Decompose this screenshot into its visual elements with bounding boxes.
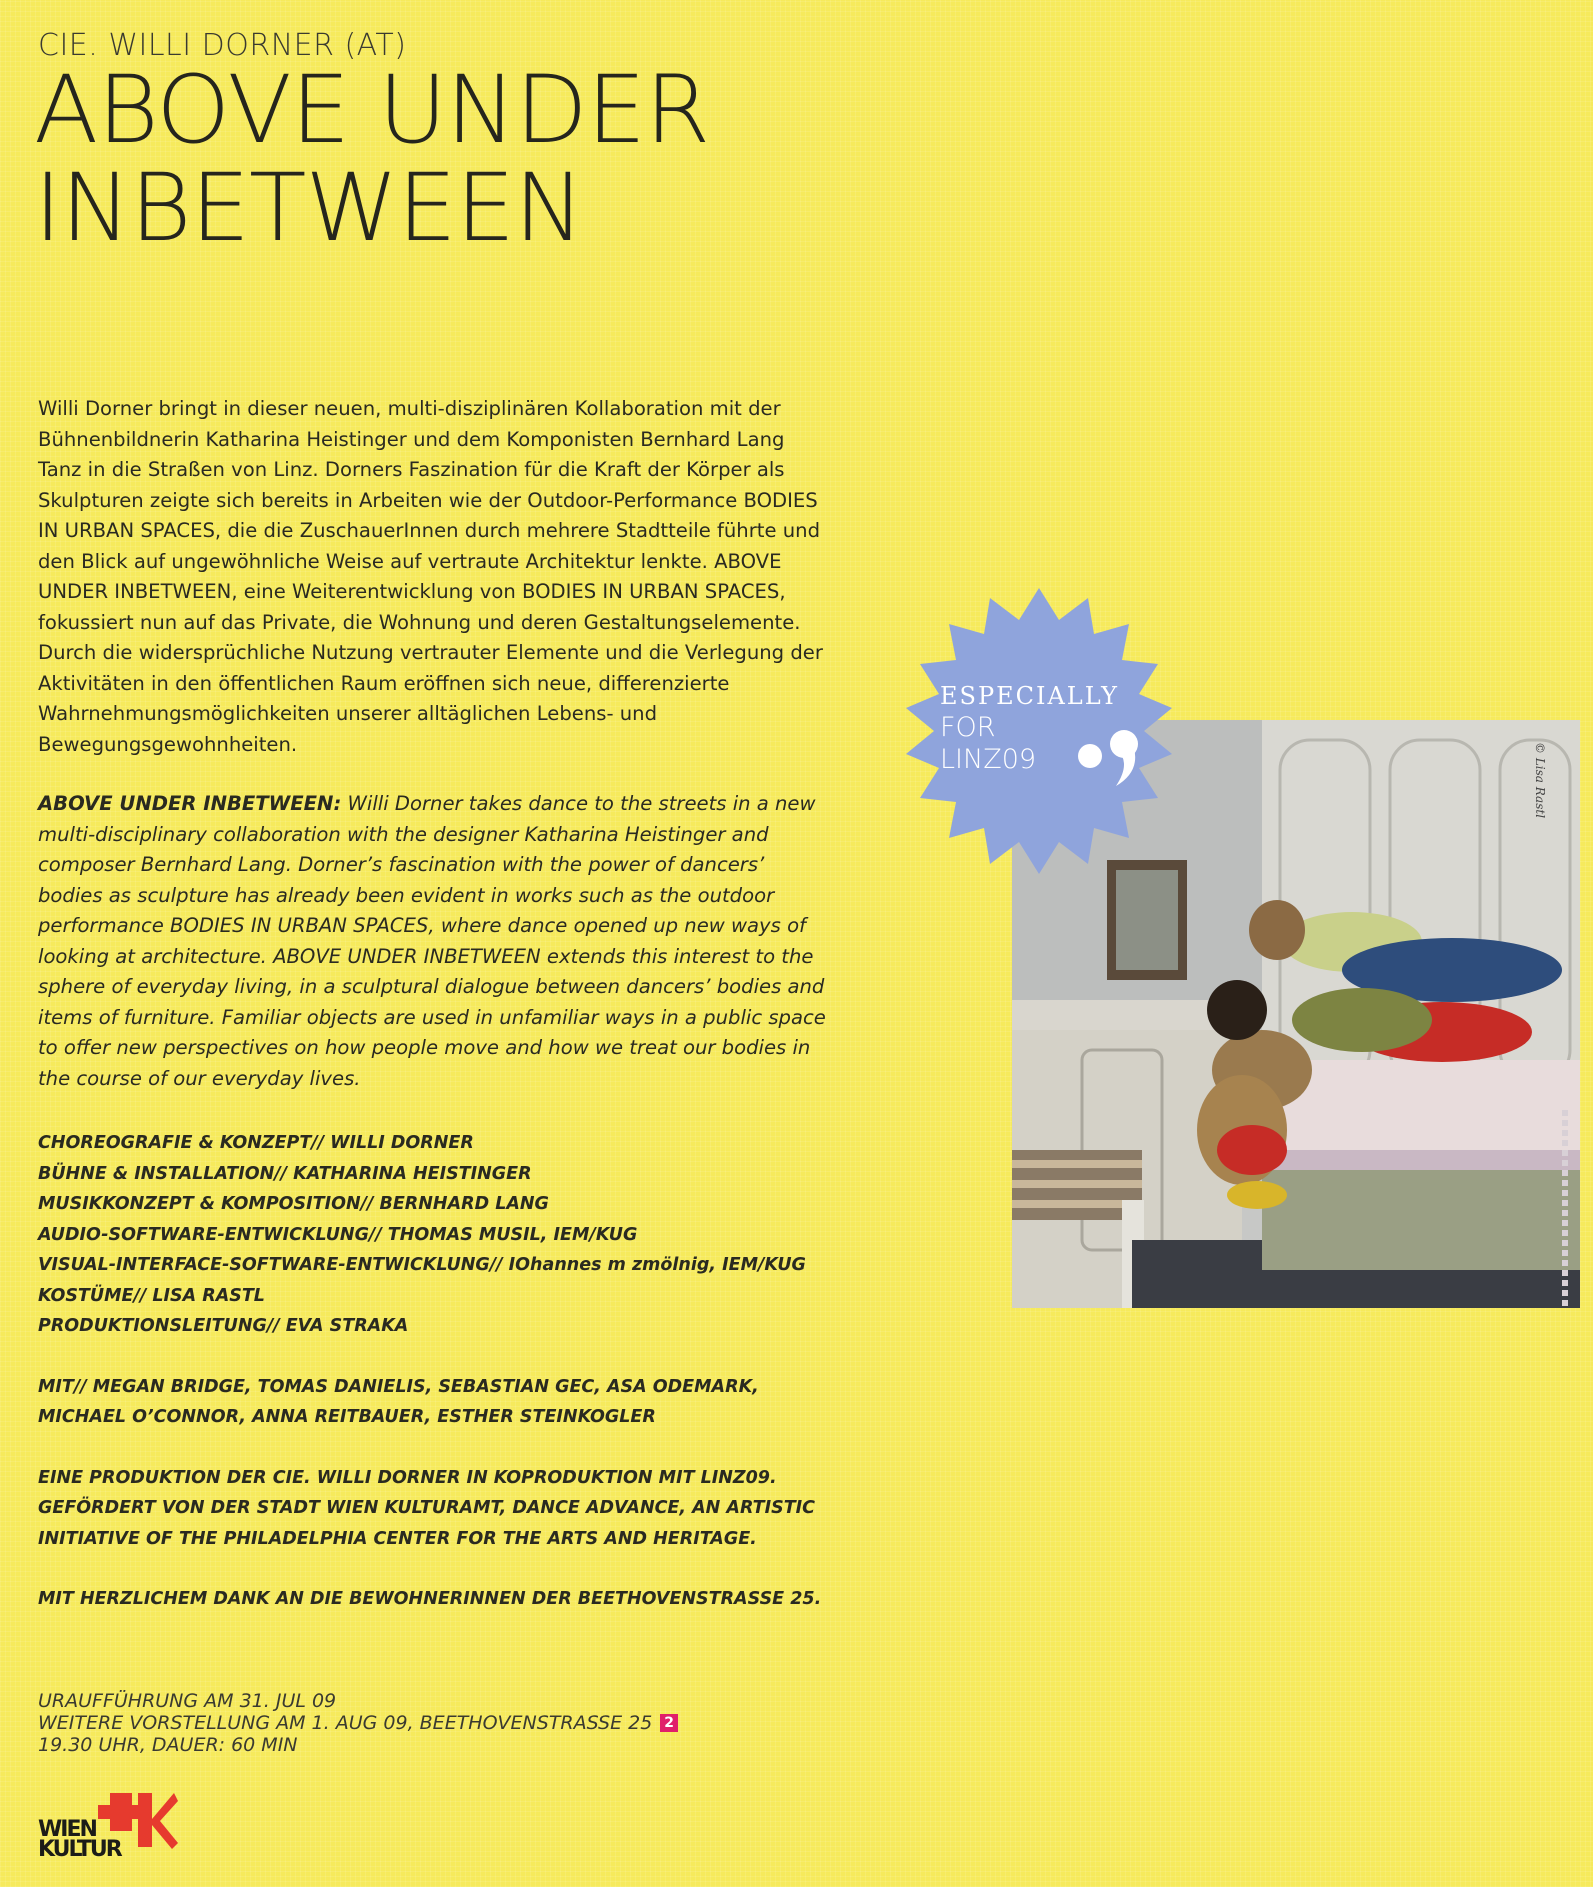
- description-german: Willi Dorner bringt in dieser neuen, multi-disziplinären Kollaboration mit der Bühnenbildnerin Katharina Heistinger und dem Komponisten Bernhard Lang Tanz in die Straßen von Linz. Dorners Faszination für die Kraft der Körper als Skulpturen zeigte sich bereits in Arbeiten wie der Outdoor-Performance BODIES IN URBAN SPACES, die die ZuschauerInnen durch mehrere Stadtteile führte und den Blick auf ungewöhnliche Weise auf vertraute Architektur lenkte. ABOVE UNDER INBETWEEN, eine Weiterentwicklung von BODIES IN URBAN SPACES, fokussiert nun auf das Private, die Wohnung und deren Gestaltungselemente. Durch die widersprüchliche Nutzung vertrauter Elemente und die Verlegung der Aktivitäten in den öffentlichen Raum eröffnen sich neue, differenzierte Wahrnehmungsmöglichkeiten unserer alltäglichen Lebens- und Bewegungsgewohnheiten.: [38, 397, 823, 756]
- description-english: [38, 789, 828, 1094]
- credit-line: CHOREOGRAFIE & KONZEPT// WILLI DORNER: [38, 1133, 474, 1153]
- production-line: GEFÖRDERT VON DER STADT WIEN KULTURAMT, DANCE ADVANCE, AN ARTISTIC: [38, 1498, 815, 1518]
- title-line-1: ABOVE UNDER: [34, 56, 710, 165]
- logo-word-wien: WIEN: [38, 1817, 96, 1842]
- credit-line: PRODUKTIONSLEITUNG// EVA STRAKA: [38, 1316, 409, 1336]
- logo-word-kultur: KULTUR: [38, 1837, 121, 1862]
- cast-line: MICHAEL O’CONNOR, ANNA REITBAUER, ESTHER STEINKOGLER: [38, 1407, 656, 1427]
- photo-credit: [1533, 742, 1551, 842]
- especially-for-linz09-badge: [884, 576, 1194, 886]
- credits-block: [38, 1128, 828, 1615]
- credit-line: KOSTÜME// LISA RASTL: [38, 1285, 265, 1306]
- cast-line: MIT// MEGAN BRIDGE, TOMAS DANIELIS, SEBASTIAN GEC, ASA ODEMARK,: [38, 1376, 759, 1397]
- further-performance: [38, 1712, 678, 1734]
- credit-line: BÜHNE & INSTALLATION// KATHARINA HEISTINGER: [38, 1163, 532, 1184]
- venue-number-badge: 2: [660, 1714, 678, 1732]
- production-line: INITIATIVE OF THE PHILADELPHIA CENTER FOR THE ARTS AND HERITAGE.: [38, 1528, 757, 1549]
- page-title: [34, 56, 710, 263]
- wien-kultur-logo: [38, 1793, 178, 1865]
- badge-line-2: FOR: [940, 712, 996, 743]
- title-line-2: INBETWEEN: [34, 154, 584, 263]
- thanks-line: MIT HERZLICHEM DANK AN DIE BEWOHNERINNEN DER BEETHOVENSTRASSE 25.: [38, 1589, 822, 1609]
- badge-line-3: LINZ09: [940, 744, 1037, 775]
- description-english-lead: ABOVE UNDER INBETWEEN:: [38, 792, 342, 815]
- badge-line-1: ESPECIALLY: [940, 682, 1119, 710]
- credit-line: VISUAL-INTERFACE-SOFTWARE-ENTWICKLUNG// IOhannes m zmölnig, IEM/KUG: [38, 1255, 806, 1275]
- performance-info: [38, 1690, 678, 1756]
- company-kicker: CIE. WILLI DORNER (AT): [38, 28, 407, 63]
- credit-line: AUDIO-SOFTWARE-ENTWICKLUNG// THOMAS MUSIL, IEM/KUG: [38, 1224, 638, 1245]
- photo-credit-text: © Lisa Rastl: [1533, 742, 1547, 819]
- production-line: EINE PRODUKTION DER CIE. WILLI DORNER IN KOPRODUKTION MIT LINZ09.: [38, 1467, 777, 1488]
- premiere-date: URAUFFÜHRUNG AM 31. JUL 09: [38, 1690, 337, 1712]
- credit-line: MUSIKKONZEPT & KOMPOSITION// BERNHARD LANG: [38, 1194, 549, 1214]
- further-performance-text: WEITERE VORSTELLUNG AM 1. AUG 09, BEETHOVENSTRASSE 25: [38, 1712, 653, 1734]
- description-english-text: Willi Dorner takes dance to the streets in a new multi-disciplinary collaboration with the designer Katharina Heistinger and composer Bernhard Lang. Dorner’s fascination with the power of dancers’ bodies as sculpture has already been evident in works such as the outdoor performance BODIES IN URBAN SPACES, where dance opened up new ways of looking at architecture. ABOVE UNDER INBETWEEN extends this interest to the sphere of everyday living, in a sculptural dialogue between dancers’ bodies and items of furniture. Familiar objects are used in unfamiliar ways in a public space to offer new perspectives on how people move and how we treat our bodies in the course of our everyday lives.: [38, 792, 826, 1090]
- performance-time: 19.30 UHR, DAUER: 60 MIN: [38, 1734, 298, 1756]
